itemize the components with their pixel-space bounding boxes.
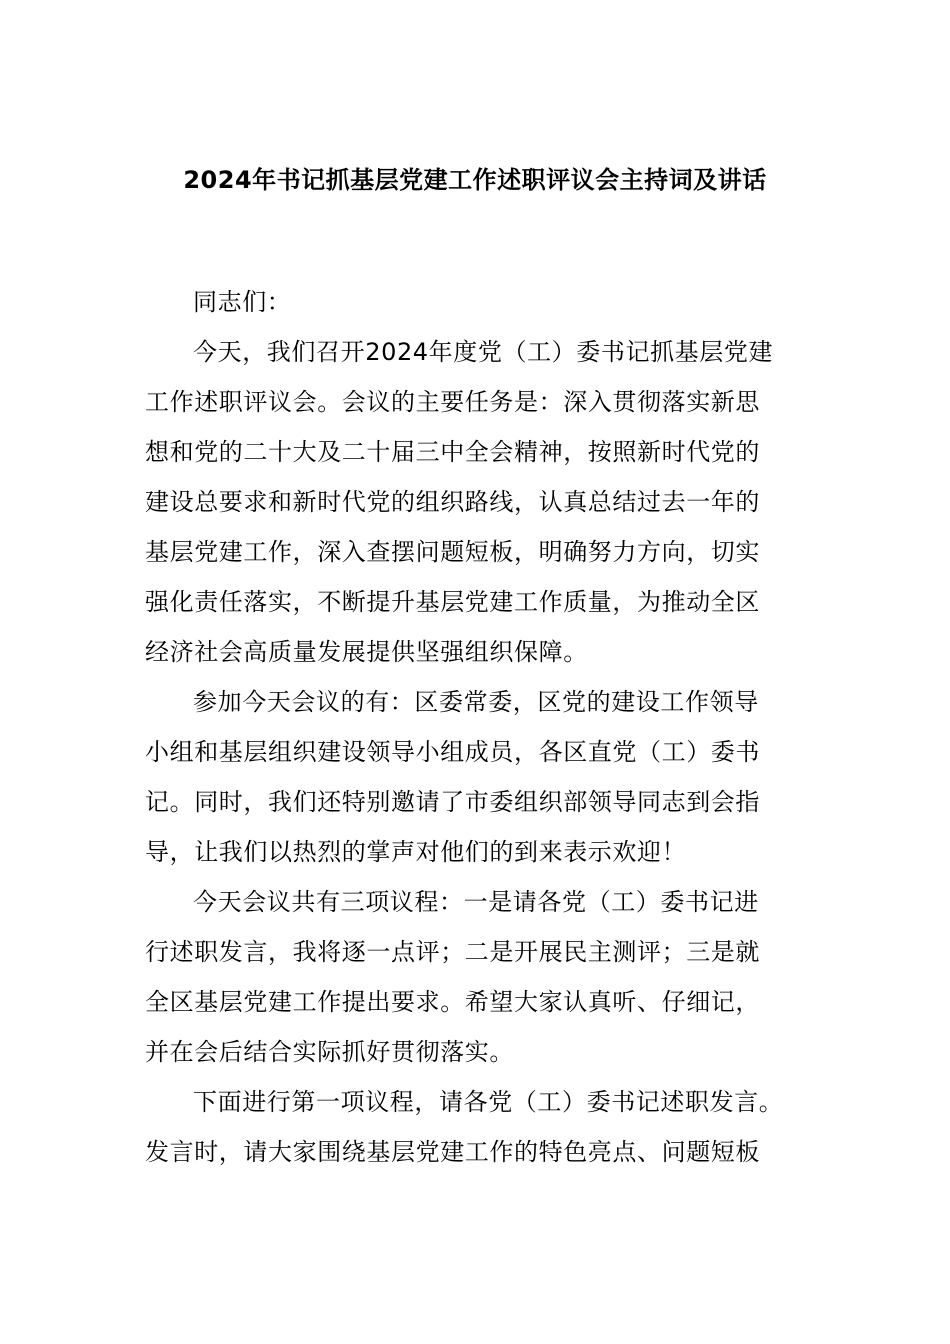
paragraph-2-line-3: 记。同时，我们还特别邀请了市委组织部领导同志到会指	[145, 788, 760, 816]
paragraph-1-line-7: 经济社会高质量发展提供坚强组织保障。	[145, 638, 588, 666]
paragraph-3-line-2: 行述职发言，我将逐一点评；二是开展民主测评；三是就	[145, 938, 760, 966]
salutation: 同志们：	[193, 288, 292, 316]
paragraph-1-line-1: 今天，我们召开2024年度党（工）委书记抓基层党建	[193, 338, 774, 366]
paragraph-3-line-4: 并在会后结合实际抓好贯彻落实。	[145, 1038, 514, 1066]
paragraph-2-line-4: 导，让我们以热烈的掌声对他们的到来表示欢迎！	[145, 838, 687, 866]
paragraph-4-line-1: 下面进行第一项议程，请各党（工）委书记述职发言。	[193, 1088, 784, 1116]
paragraph-4-line-2: 发言时，请大家围绕基层党建工作的特色亮点、问题短板	[145, 1138, 760, 1166]
paragraph-3-line-3: 全区基层党建工作提出要求。希望大家认真听、仔细记，	[145, 988, 760, 1016]
paragraph-1-line-2: 工作述职评议会。会议的主要任务是：深入贯彻落实新思	[145, 388, 760, 416]
paragraph-1-line-4: 建设总要求和新时代党的组织路线，认真总结过去一年的	[145, 488, 760, 516]
paragraph-1-line-3: 想和党的二十大及二十届三中全会精神，按照新时代党的	[145, 438, 760, 466]
paragraph-1-line-6: 强化责任落实，不断提升基层党建工作质量，为推动全区	[145, 588, 760, 616]
document-title: 2024年书记抓基层党建工作述职评议会主持词及讲话	[183, 166, 767, 194]
paragraph-3-line-1: 今天会议共有三项议程：一是请各党（工）委书记进	[193, 888, 759, 916]
paragraph-1-line-5: 基层党建工作，深入查摆问题短板，明确努力方向，切实	[145, 538, 760, 566]
paragraph-2-line-2: 小组和基层组织建设领导小组成员，各区直党（工）委书	[145, 738, 760, 766]
paragraph-2-line-1: 参加今天会议的有：区委常委，区党的建设工作领导	[193, 688, 759, 716]
